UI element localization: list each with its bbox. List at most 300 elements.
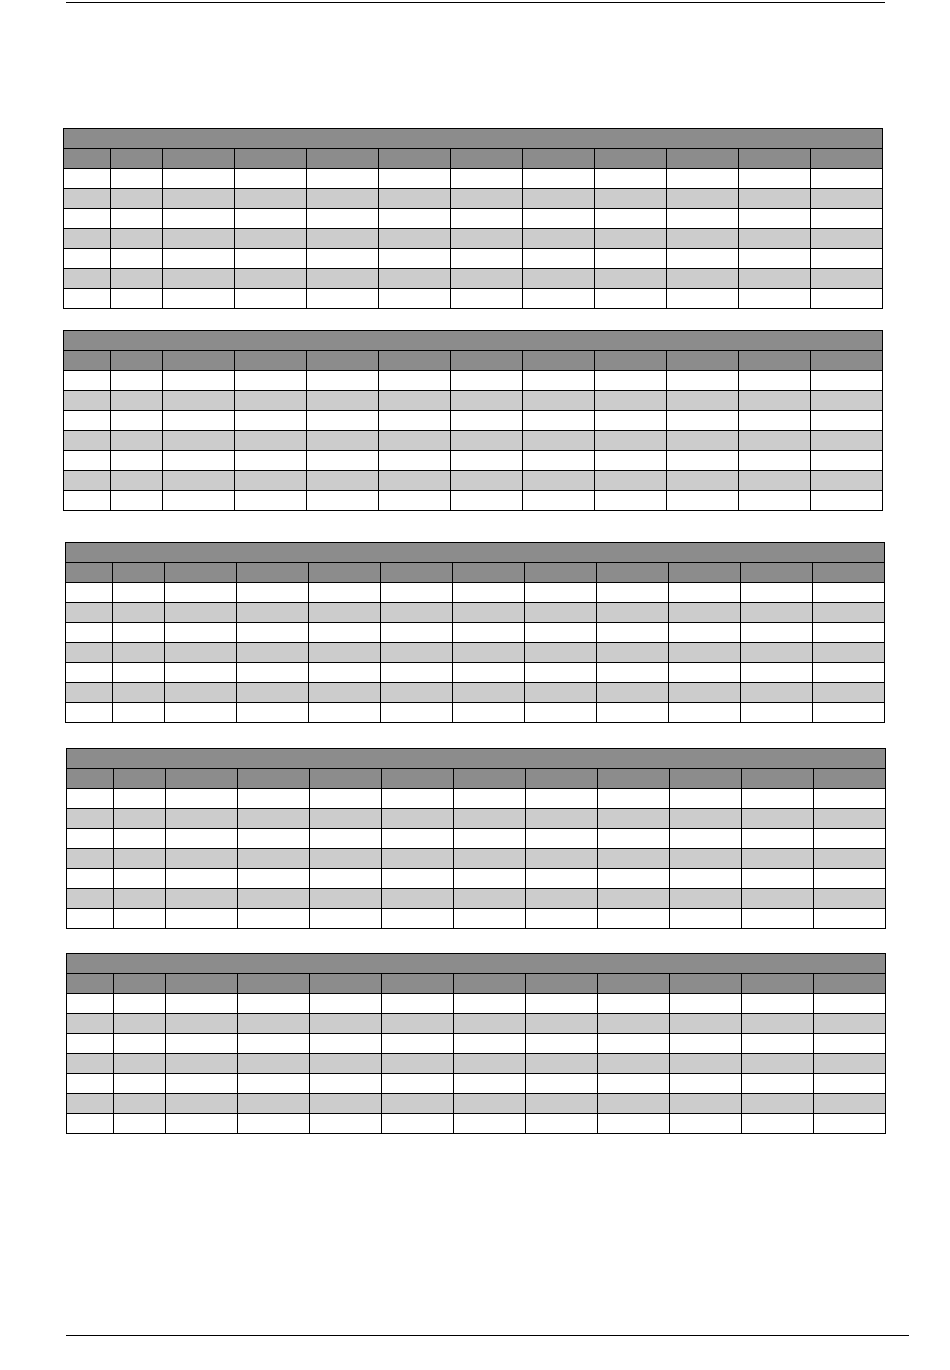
table-cell <box>309 643 381 663</box>
table-cell <box>814 1094 886 1114</box>
table-cell <box>67 909 114 929</box>
table-cell <box>64 371 111 391</box>
table-cell <box>165 663 237 683</box>
table-cell <box>382 1114 454 1134</box>
column-header <box>523 149 595 169</box>
table-cell <box>237 643 309 663</box>
column-header <box>670 769 742 789</box>
table-cell <box>238 909 310 929</box>
column-header <box>235 149 307 169</box>
table-cell <box>595 189 667 209</box>
table-cell <box>454 909 526 929</box>
column-header <box>597 563 669 583</box>
column-header <box>523 351 595 371</box>
table-cell <box>238 1094 310 1114</box>
table-row <box>64 451 883 471</box>
table-cell <box>379 391 451 411</box>
table-cell <box>379 289 451 309</box>
table-cell <box>111 431 163 451</box>
table-cell <box>813 663 885 683</box>
table-cell <box>814 1074 886 1094</box>
table-cell <box>64 391 111 411</box>
column-header <box>381 563 453 583</box>
table-cell <box>739 249 811 269</box>
table-cell <box>111 391 163 411</box>
table-cell <box>307 411 379 431</box>
table-title-row <box>66 543 885 563</box>
table-row <box>66 623 885 643</box>
table-cell <box>307 189 379 209</box>
table-cell <box>523 189 595 209</box>
table-cell <box>814 809 886 829</box>
table-cell <box>114 889 166 909</box>
table-cell <box>669 663 741 683</box>
table-cell <box>811 289 883 309</box>
table-cell <box>307 391 379 411</box>
table-cell <box>742 1114 814 1134</box>
column-header <box>811 149 883 169</box>
table-cell <box>309 603 381 623</box>
table-cell <box>598 849 670 869</box>
table-cell <box>523 209 595 229</box>
table-cell <box>113 663 165 683</box>
table-cell <box>66 623 113 643</box>
table-cell <box>523 269 595 289</box>
table-cell <box>597 583 669 603</box>
table-cell <box>739 229 811 249</box>
table-title-row <box>67 749 886 769</box>
table-cell <box>307 471 379 491</box>
table-cell <box>111 269 163 289</box>
table-cell <box>597 703 669 723</box>
table-cell <box>811 269 883 289</box>
column-header <box>235 351 307 371</box>
table-cell <box>66 663 113 683</box>
table-cell <box>741 603 813 623</box>
table-cell <box>64 249 111 269</box>
table-cell <box>597 643 669 663</box>
table-cell <box>598 789 670 809</box>
table-cell <box>667 371 739 391</box>
table-cell <box>67 1014 114 1034</box>
table-cell <box>454 1114 526 1134</box>
table-cell <box>111 169 163 189</box>
table-cell <box>667 411 739 431</box>
table-row <box>67 1054 886 1074</box>
table-cell <box>111 229 163 249</box>
table-cell <box>166 889 238 909</box>
table-cell <box>163 169 235 189</box>
table-cell <box>382 869 454 889</box>
table-cell <box>526 1034 598 1054</box>
table-cell <box>670 994 742 1014</box>
table-cell <box>453 703 525 723</box>
table-row <box>64 229 883 249</box>
table-cell <box>238 849 310 869</box>
table-cell <box>526 909 598 929</box>
table-cell <box>166 1054 238 1074</box>
table-cell <box>739 411 811 431</box>
table-cell <box>595 229 667 249</box>
column-header <box>814 769 886 789</box>
table-cell <box>309 683 381 703</box>
table-cell <box>64 411 111 431</box>
table-cell <box>597 663 669 683</box>
table-cell <box>379 269 451 289</box>
table-row <box>67 1034 886 1054</box>
table-row <box>66 703 885 723</box>
column-header <box>811 351 883 371</box>
table-cell <box>526 849 598 869</box>
table-cell <box>741 703 813 723</box>
table-cell <box>310 1054 382 1074</box>
table-cell <box>379 371 451 391</box>
table-cell <box>811 391 883 411</box>
table-cell <box>235 269 307 289</box>
table-cell <box>237 583 309 603</box>
table-cell <box>163 189 235 209</box>
table-cell <box>111 411 163 431</box>
table-cell <box>813 603 885 623</box>
table-cell <box>163 451 235 471</box>
table-title-row <box>64 331 883 351</box>
table-cell <box>111 209 163 229</box>
table-row <box>64 471 883 491</box>
table-cell <box>595 269 667 289</box>
column-header <box>382 769 454 789</box>
table-cell <box>814 1014 886 1034</box>
table-cell <box>379 249 451 269</box>
table-cell <box>667 431 739 451</box>
table-cell <box>67 889 114 909</box>
table-cell <box>237 663 309 683</box>
table-cell <box>235 189 307 209</box>
table-cell <box>739 471 811 491</box>
table-title <box>67 749 886 769</box>
column-header <box>64 149 111 169</box>
table-cell <box>67 1114 114 1134</box>
table-cell <box>163 229 235 249</box>
table-cell <box>523 431 595 451</box>
column-header <box>163 351 235 371</box>
table-cell <box>595 471 667 491</box>
table-cell <box>667 269 739 289</box>
table-cell <box>811 491 883 511</box>
column-header <box>310 769 382 789</box>
table-cell <box>379 471 451 491</box>
table-row <box>66 663 885 683</box>
column-header <box>238 974 310 994</box>
column-header <box>67 769 114 789</box>
table-cell <box>238 889 310 909</box>
table-cell <box>811 451 883 471</box>
table-cell <box>670 1054 742 1074</box>
column-header <box>238 769 310 789</box>
table-cell <box>166 1094 238 1114</box>
table-cell <box>64 269 111 289</box>
table-cell <box>454 1054 526 1074</box>
table-title-row <box>67 954 886 974</box>
table-cell <box>742 869 814 889</box>
table-cell <box>742 994 814 1014</box>
table-cell <box>163 471 235 491</box>
column-header <box>742 974 814 994</box>
table-cell <box>310 849 382 869</box>
table-cell <box>814 909 886 929</box>
column-header <box>525 563 597 583</box>
column-header <box>739 351 811 371</box>
table-cell <box>451 471 523 491</box>
table-cell <box>114 1094 166 1114</box>
table-cell <box>595 451 667 471</box>
table-cell <box>113 603 165 623</box>
table-cell <box>114 994 166 1014</box>
table-cell <box>598 889 670 909</box>
table-cell <box>307 169 379 189</box>
table-cell <box>597 623 669 643</box>
table-cell <box>526 1054 598 1074</box>
table-cell <box>523 491 595 511</box>
table-cell <box>310 1014 382 1034</box>
table-cell <box>598 1054 670 1074</box>
table-cell <box>382 809 454 829</box>
table-cell <box>595 491 667 511</box>
table-cell <box>235 491 307 511</box>
table-cell <box>811 249 883 269</box>
table-cell <box>451 411 523 431</box>
table-cell <box>523 391 595 411</box>
table-cell <box>742 829 814 849</box>
table-cell <box>235 289 307 309</box>
table-cell <box>451 491 523 511</box>
table-cell <box>451 209 523 229</box>
column-header <box>237 563 309 583</box>
table-cell <box>667 451 739 471</box>
table-cell <box>379 209 451 229</box>
table-cell <box>597 603 669 623</box>
table-cell <box>111 189 163 209</box>
table-cell <box>307 209 379 229</box>
table-cell <box>163 249 235 269</box>
table-cell <box>307 431 379 451</box>
table-cell <box>114 829 166 849</box>
table-cell <box>114 809 166 829</box>
column-header <box>454 769 526 789</box>
column-header <box>66 563 113 583</box>
table-cell <box>814 994 886 1014</box>
table-cell <box>598 829 670 849</box>
table-cell <box>742 849 814 869</box>
table-cell <box>814 829 886 849</box>
table-cell <box>814 1114 886 1134</box>
table-row <box>64 371 883 391</box>
table-cell <box>741 583 813 603</box>
table-cell <box>381 643 453 663</box>
table-cell <box>235 229 307 249</box>
table-cell <box>235 411 307 431</box>
table-cell <box>526 809 598 829</box>
table-cell <box>381 623 453 643</box>
table-cell <box>454 994 526 1014</box>
table-cell <box>451 289 523 309</box>
table-cell <box>739 491 811 511</box>
table-row <box>67 909 886 929</box>
table-row <box>64 249 883 269</box>
table-cell <box>111 289 163 309</box>
column-header <box>526 974 598 994</box>
table-cell <box>310 1034 382 1054</box>
table-cell <box>742 1094 814 1114</box>
table-row <box>67 889 886 909</box>
table-cell <box>238 789 310 809</box>
table-cell <box>379 169 451 189</box>
column-header <box>379 149 451 169</box>
table-cell <box>667 391 739 411</box>
table-cell <box>451 229 523 249</box>
table-cell <box>64 431 111 451</box>
table-cell <box>598 1034 670 1054</box>
table-cell <box>67 1094 114 1114</box>
table-cell <box>526 1074 598 1094</box>
table-cell <box>811 209 883 229</box>
column-header <box>813 563 885 583</box>
table-cell <box>454 1014 526 1034</box>
table-cell <box>113 583 165 603</box>
table-cell <box>739 431 811 451</box>
table-cell <box>454 829 526 849</box>
table-header-row <box>67 974 886 994</box>
table-cell <box>742 789 814 809</box>
table-cell <box>64 189 111 209</box>
table-row <box>66 683 885 703</box>
table-cell <box>451 189 523 209</box>
table-row <box>67 1094 886 1114</box>
table-cell <box>742 1074 814 1094</box>
table-cell <box>523 249 595 269</box>
table-cell <box>667 471 739 491</box>
table-cell <box>739 269 811 289</box>
table-cell <box>739 169 811 189</box>
column-header <box>742 769 814 789</box>
table-cell <box>667 289 739 309</box>
table-row <box>64 269 883 289</box>
table-cell <box>523 411 595 431</box>
table-cell <box>813 583 885 603</box>
table-header-row <box>64 149 883 169</box>
table-cell <box>739 451 811 471</box>
table-cell <box>310 994 382 1014</box>
table-cell <box>526 889 598 909</box>
table-cell <box>382 1014 454 1034</box>
column-header <box>114 974 166 994</box>
table-cell <box>669 623 741 643</box>
table-cell <box>742 889 814 909</box>
table-cell <box>739 189 811 209</box>
table-cell <box>163 411 235 431</box>
table-cell <box>670 909 742 929</box>
table-cell <box>235 249 307 269</box>
table-row <box>64 431 883 451</box>
table-cell <box>667 491 739 511</box>
table-cell <box>166 1114 238 1134</box>
table-cell <box>741 683 813 703</box>
table-cell <box>595 391 667 411</box>
table-cell <box>811 189 883 209</box>
table-cell <box>451 431 523 451</box>
table-cell <box>742 909 814 929</box>
table-cell <box>813 683 885 703</box>
table-cell <box>165 683 237 703</box>
table-cell <box>669 603 741 623</box>
table-cell <box>165 703 237 723</box>
table-cell <box>813 643 885 663</box>
table-cell <box>814 849 886 869</box>
column-header <box>382 974 454 994</box>
table-cell <box>235 371 307 391</box>
table-cell <box>451 249 523 269</box>
table-cell <box>114 849 166 869</box>
table-cell <box>64 491 111 511</box>
table-cell <box>166 994 238 1014</box>
table-cell <box>381 683 453 703</box>
table-cell <box>238 1014 310 1034</box>
table-cell <box>166 1014 238 1034</box>
table-cell <box>595 431 667 451</box>
table-cell <box>523 229 595 249</box>
table-cell <box>595 169 667 189</box>
table-row <box>67 1014 886 1034</box>
table-cell <box>166 909 238 929</box>
data-table-1 <box>63 128 883 309</box>
table-cell <box>811 431 883 451</box>
table-cell <box>307 269 379 289</box>
table-cell <box>235 209 307 229</box>
header-rule <box>66 2 885 3</box>
column-header <box>307 149 379 169</box>
table-row <box>67 1074 886 1094</box>
table-cell <box>165 623 237 643</box>
column-header <box>113 563 165 583</box>
table-cell <box>454 1034 526 1054</box>
table-header-row <box>66 563 885 583</box>
table-header-row <box>64 351 883 371</box>
table-cell <box>670 1114 742 1134</box>
table-cell <box>598 909 670 929</box>
column-header <box>741 563 813 583</box>
table-cell <box>310 1074 382 1094</box>
table-cell <box>670 789 742 809</box>
table-cell <box>670 889 742 909</box>
table-cell <box>111 471 163 491</box>
table-cell <box>67 994 114 1014</box>
table-cell <box>238 1074 310 1094</box>
column-header <box>595 149 667 169</box>
table-cell <box>379 451 451 471</box>
table-cell <box>67 1074 114 1094</box>
table-cell <box>165 643 237 663</box>
table-cell <box>381 583 453 603</box>
table-cell <box>163 391 235 411</box>
column-header <box>595 351 667 371</box>
table-cell <box>814 869 886 889</box>
table-cell <box>111 371 163 391</box>
table-cell <box>113 703 165 723</box>
table-cell <box>166 869 238 889</box>
table-row <box>64 491 883 511</box>
table-cell <box>670 1094 742 1114</box>
table-cell <box>523 451 595 471</box>
table-cell <box>163 431 235 451</box>
